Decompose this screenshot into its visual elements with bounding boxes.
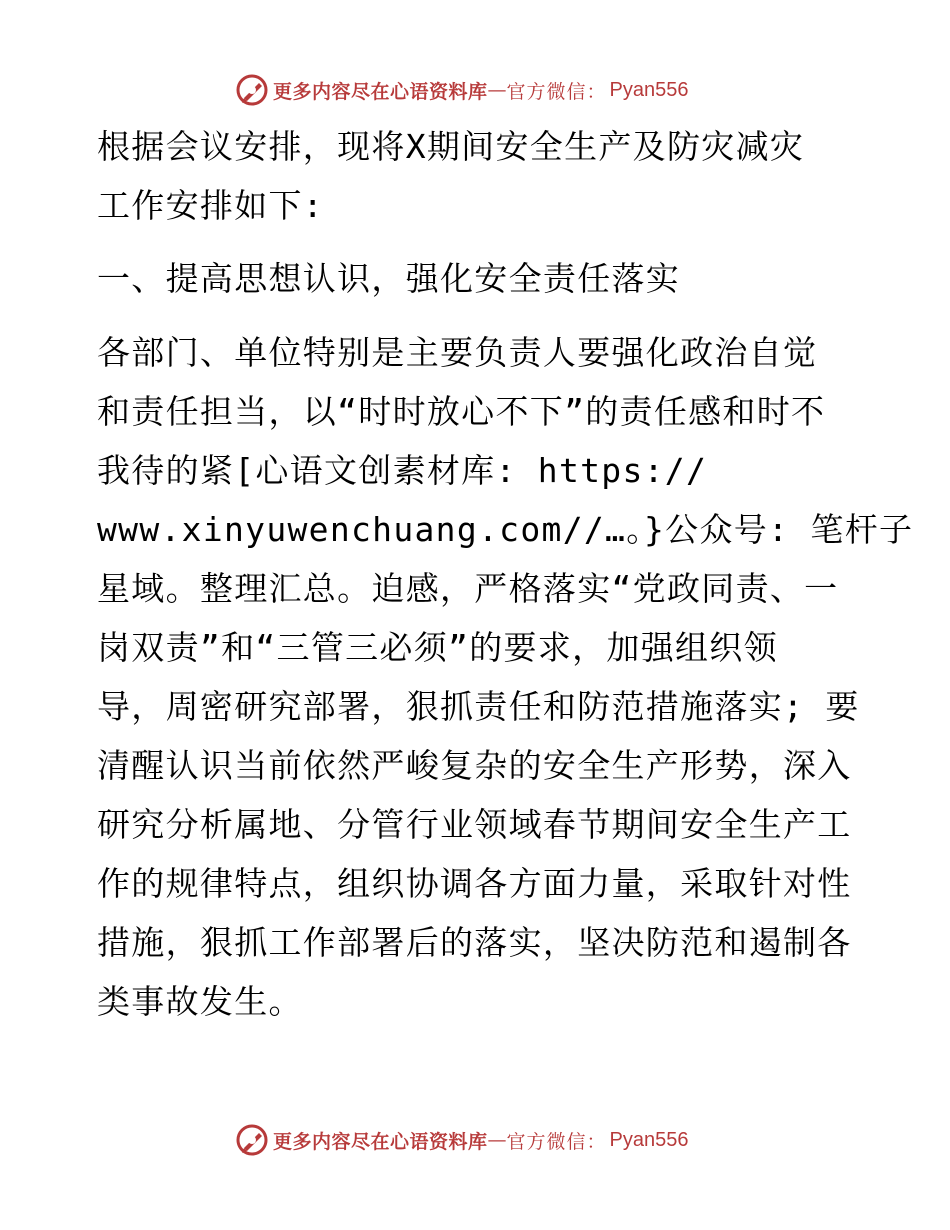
body-line: 星域。整理汇总。迫感，严格落实“党政同责、一	[97, 569, 839, 608]
body-line: 岗双责”和“三管三必须”的要求，加强组织领	[97, 628, 778, 667]
intro-paragraph	[97, 117, 804, 235]
footer-banner	[235, 1122, 715, 1158]
body-line: 我待的紧[心语文创素材库: https://	[97, 451, 708, 490]
banner-separator: —	[487, 1129, 507, 1151]
body-line: 研究分析属地、分管行业领域春节期间安全生产工	[97, 805, 852, 844]
section-heading	[97, 249, 680, 308]
body-line: 各部门、单位特别是主要负责人要强化政治自觉	[97, 333, 818, 372]
banner-wechat-handle: Pyan556	[609, 1128, 689, 1151]
body-line: 措施，狠抓工作部署后的落实，坚决防范和遏制各	[97, 923, 852, 962]
section-heading-text: 一、提高思想认识，强化安全责任落实	[97, 259, 681, 298]
body-line: 类事故发生。	[97, 982, 303, 1021]
banner-wechat-handle: Pyan556	[609, 78, 689, 101]
body-paragraph	[97, 323, 913, 1031]
body-line: 和责任担当，以“时时放心不下”的责任感和时不	[97, 392, 826, 431]
body-line: 作的规律特点，组织协调各方面力量，采取针对性	[97, 864, 852, 903]
body-line: 导，周密研究部署，狠抓责任和防范措施落实; 要	[97, 687, 860, 726]
pen-logo-icon	[235, 73, 269, 107]
banner-colon: ：	[586, 1130, 606, 1153]
intro-line: 根据会议安排，现将X期间安全生产及防灾减灾	[97, 127, 805, 166]
body-line: www.xinyuwenchuang.com//…。}公众号: 笔杆子	[97, 510, 914, 549]
banner-colon: ：	[586, 80, 606, 103]
banner-separator: —	[487, 79, 507, 101]
body-line: 清醒认识当前依然严峻复杂的安全生产形势，深入	[97, 746, 852, 785]
intro-line: 工作安排如下:	[97, 186, 324, 225]
banner-wechat-label: 官方微信	[506, 1130, 587, 1153]
banner-brand-text: 更多内容尽在心语资料库	[273, 80, 488, 103]
banner-wechat-label: 官方微信	[506, 80, 587, 103]
pen-logo-icon	[235, 1123, 269, 1157]
banner-brand-text: 更多内容尽在心语资料库	[273, 1130, 488, 1153]
header-banner	[235, 72, 715, 108]
